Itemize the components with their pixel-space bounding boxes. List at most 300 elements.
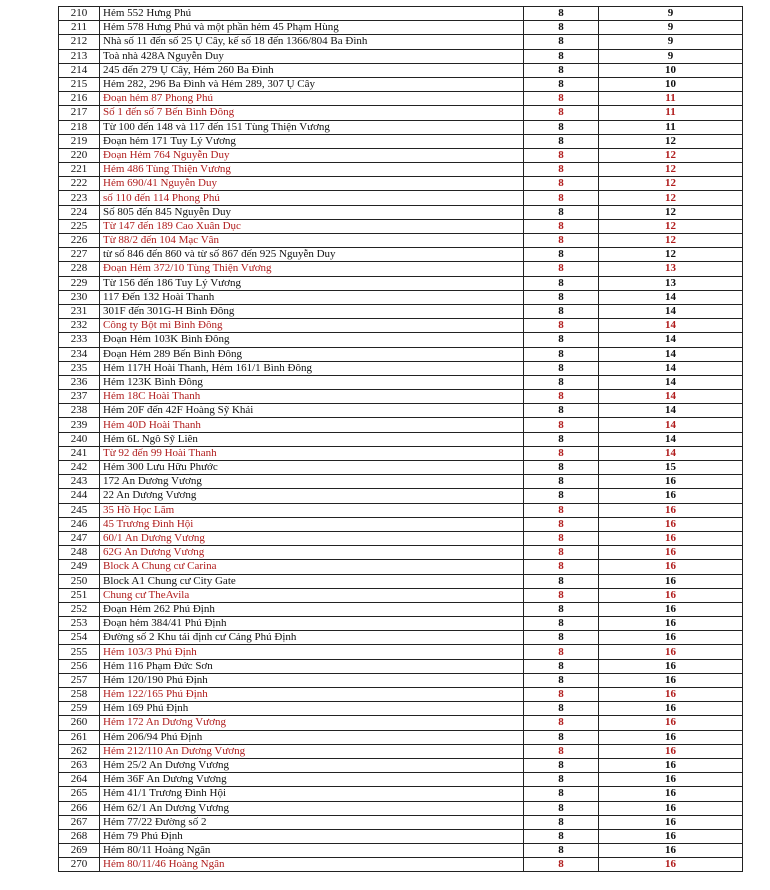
- table-row: [59, 688, 743, 702]
- column-a-cell: 8: [524, 77, 599, 91]
- row-number-cell: 227: [59, 248, 100, 262]
- column-a-cell: 8: [524, 120, 599, 134]
- row-number-cell: 264: [59, 773, 100, 787]
- column-b-cell: 16: [599, 489, 743, 503]
- table-row: [59, 744, 743, 758]
- row-number-cell: 238: [59, 404, 100, 418]
- row-number-cell: 247: [59, 531, 100, 545]
- column-b-cell: 16: [599, 716, 743, 730]
- table-row: [59, 645, 743, 659]
- table-row: [59, 234, 743, 248]
- table-row: [59, 659, 743, 673]
- row-number-cell: 242: [59, 461, 100, 475]
- table-row: [59, 716, 743, 730]
- location-cell: Số 1 đến số 7 Bến Bình Đông: [100, 106, 524, 120]
- row-number-cell: 225: [59, 219, 100, 233]
- location-cell: Công ty Bột mì Bình Đông: [100, 319, 524, 333]
- row-number-cell: 228: [59, 262, 100, 276]
- column-a-cell: 8: [524, 248, 599, 262]
- column-b-cell: 16: [599, 560, 743, 574]
- row-number-cell: 260: [59, 716, 100, 730]
- location-cell: 60/1 An Dương Vương: [100, 531, 524, 545]
- location-cell: Hẻm 40D Hoài Thanh: [100, 418, 524, 432]
- table-row: [59, 319, 743, 333]
- row-number-cell: 251: [59, 588, 100, 602]
- location-cell: Đoạn Hẻm 103K Bình Đông: [100, 333, 524, 347]
- location-cell: 35 Hồ Học Lãm: [100, 503, 524, 517]
- column-b-cell: 14: [599, 361, 743, 375]
- column-b-cell: 12: [599, 134, 743, 148]
- column-a-cell: 8: [524, 744, 599, 758]
- column-b-cell: 13: [599, 276, 743, 290]
- table-row: [59, 461, 743, 475]
- location-cell: Đoạn Hẻm 289 Bến Bình Đông: [100, 347, 524, 361]
- row-number-cell: 250: [59, 574, 100, 588]
- column-a-cell: 8: [524, 461, 599, 475]
- column-b-cell: 11: [599, 120, 743, 134]
- table-row: [59, 333, 743, 347]
- location-cell: Hẻm 552 Hưng Phú: [100, 7, 524, 21]
- column-b-cell: 16: [599, 702, 743, 716]
- column-a-cell: 8: [524, 503, 599, 517]
- column-b-cell: 16: [599, 546, 743, 560]
- column-b-cell: 16: [599, 758, 743, 772]
- row-number-cell: 243: [59, 475, 100, 489]
- location-cell: Nhà số 11 đến số 25 Ụ Cây, kế số 18 đến 1366/804 Ba Đình: [100, 35, 524, 49]
- column-a-cell: 8: [524, 773, 599, 787]
- location-cell: Block A Chung cư Carina: [100, 560, 524, 574]
- schedule-table: [58, 6, 743, 872]
- table-row: [59, 602, 743, 616]
- row-number-cell: 261: [59, 730, 100, 744]
- column-a-cell: 8: [524, 418, 599, 432]
- table-row: [59, 758, 743, 772]
- row-number-cell: 249: [59, 560, 100, 574]
- table-row: [59, 63, 743, 77]
- row-number-cell: 217: [59, 106, 100, 120]
- column-a-cell: 8: [524, 106, 599, 120]
- column-b-cell: 16: [599, 801, 743, 815]
- column-b-cell: 16: [599, 531, 743, 545]
- row-number-cell: 233: [59, 333, 100, 347]
- table-row: [59, 517, 743, 531]
- column-b-cell: 11: [599, 106, 743, 120]
- column-b-cell: 12: [599, 234, 743, 248]
- location-cell: Toà nhà 428A Nguyễn Duy: [100, 49, 524, 63]
- location-cell: Từ 92 đến 99 Hoài Thanh: [100, 446, 524, 460]
- column-a-cell: 8: [524, 333, 599, 347]
- row-number-cell: 270: [59, 858, 100, 872]
- column-b-cell: 14: [599, 319, 743, 333]
- table-row: [59, 7, 743, 21]
- row-number-cell: 267: [59, 815, 100, 829]
- table-row: [59, 829, 743, 843]
- column-a-cell: 8: [524, 659, 599, 673]
- table-row: [59, 815, 743, 829]
- location-cell: Hẻm 690/41 Nguyễn Duy: [100, 177, 524, 191]
- table-row: [59, 588, 743, 602]
- location-cell: Hẻm 25/2 An Dương Vương: [100, 758, 524, 772]
- column-b-cell: 10: [599, 77, 743, 91]
- row-number-cell: 241: [59, 446, 100, 460]
- location-cell: Từ 147 đến 189 Cao Xuân Dục: [100, 219, 524, 233]
- row-number-cell: 235: [59, 361, 100, 375]
- row-number-cell: 257: [59, 673, 100, 687]
- column-b-cell: 14: [599, 446, 743, 460]
- column-b-cell: 16: [599, 659, 743, 673]
- column-a-cell: 8: [524, 702, 599, 716]
- column-b-cell: 9: [599, 21, 743, 35]
- column-a-cell: 8: [524, 588, 599, 602]
- column-b-cell: 16: [599, 744, 743, 758]
- table-row: [59, 248, 743, 262]
- location-cell: Đoạn hẻm 384/41 Phú Định: [100, 617, 524, 631]
- row-number-cell: 258: [59, 688, 100, 702]
- column-a-cell: 8: [524, 63, 599, 77]
- column-b-cell: 16: [599, 730, 743, 744]
- location-cell: Đoạn hẻm 87 Phong Phú: [100, 92, 524, 106]
- location-cell: Số 805 đến 845 Nguyễn Duy: [100, 205, 524, 219]
- location-cell: Hẻm 116 Phạm Đức Sơn: [100, 659, 524, 673]
- table-row: [59, 177, 743, 191]
- row-number-cell: 236: [59, 375, 100, 389]
- location-cell: Hẻm 77/22 Đường số 2: [100, 815, 524, 829]
- location-cell: Đoạn Hẻm 262 Phú Định: [100, 602, 524, 616]
- column-a-cell: 8: [524, 191, 599, 205]
- row-number-cell: 246: [59, 517, 100, 531]
- column-b-cell: 16: [599, 858, 743, 872]
- column-b-cell: 16: [599, 829, 743, 843]
- table-row: [59, 77, 743, 91]
- column-b-cell: 14: [599, 290, 743, 304]
- row-number-cell: 215: [59, 77, 100, 91]
- location-cell: 245 đến 279 Ụ Cây, Hẻm 260 Ba Đình: [100, 63, 524, 77]
- row-number-cell: 232: [59, 319, 100, 333]
- table-row: [59, 673, 743, 687]
- column-a-cell: 8: [524, 546, 599, 560]
- location-cell: Hẻm 79 Phú Định: [100, 829, 524, 843]
- row-number-cell: 211: [59, 21, 100, 35]
- location-cell: Hẻm 62/1 An Dương Vương: [100, 801, 524, 815]
- column-a-cell: 8: [524, 531, 599, 545]
- column-a-cell: 8: [524, 347, 599, 361]
- column-a-cell: 8: [524, 234, 599, 248]
- column-a-cell: 8: [524, 304, 599, 318]
- column-a-cell: 8: [524, 475, 599, 489]
- column-b-cell: 14: [599, 404, 743, 418]
- column-a-cell: 8: [524, 219, 599, 233]
- column-b-cell: 9: [599, 49, 743, 63]
- column-a-cell: 8: [524, 730, 599, 744]
- column-a-cell: 8: [524, 290, 599, 304]
- table-row: [59, 404, 743, 418]
- column-a-cell: 8: [524, 163, 599, 177]
- column-a-cell: 8: [524, 801, 599, 815]
- location-cell: Từ 88/2 đến 104 Mạc Vân: [100, 234, 524, 248]
- table-row: [59, 489, 743, 503]
- location-cell: 117 Đến 132 Hoài Thanh: [100, 290, 524, 304]
- row-number-cell: 214: [59, 63, 100, 77]
- row-number-cell: 212: [59, 35, 100, 49]
- row-number-cell: 230: [59, 290, 100, 304]
- location-cell: Hẻm 169 Phú Định: [100, 702, 524, 716]
- table-row: [59, 49, 743, 63]
- column-b-cell: 16: [599, 673, 743, 687]
- column-a-cell: 8: [524, 631, 599, 645]
- column-a-cell: 8: [524, 205, 599, 219]
- row-number-cell: 234: [59, 347, 100, 361]
- column-a-cell: 8: [524, 645, 599, 659]
- row-number-cell: 245: [59, 503, 100, 517]
- column-a-cell: 8: [524, 35, 599, 49]
- table-row: [59, 92, 743, 106]
- column-a-cell: 8: [524, 404, 599, 418]
- table-row: [59, 375, 743, 389]
- table-row: [59, 631, 743, 645]
- table-row: [59, 276, 743, 290]
- column-b-cell: 14: [599, 333, 743, 347]
- table-row: [59, 120, 743, 134]
- column-b-cell: 16: [599, 631, 743, 645]
- location-cell: số 110 đến 114 Phong Phú: [100, 191, 524, 205]
- column-a-cell: 8: [524, 21, 599, 35]
- table-row: [59, 35, 743, 49]
- column-b-cell: 16: [599, 602, 743, 616]
- column-b-cell: 15: [599, 461, 743, 475]
- column-a-cell: 8: [524, 673, 599, 687]
- location-cell: Hẻm 103/3 Phú Định: [100, 645, 524, 659]
- table-row: [59, 730, 743, 744]
- location-cell: 62G An Dương Vương: [100, 546, 524, 560]
- column-a-cell: 8: [524, 602, 599, 616]
- table-row: [59, 531, 743, 545]
- table-row: [59, 262, 743, 276]
- location-cell: Đoạn Hẻm 372/10 Tùng Thiện Vương: [100, 262, 524, 276]
- row-number-cell: 224: [59, 205, 100, 219]
- column-a-cell: 8: [524, 617, 599, 631]
- column-a-cell: 8: [524, 489, 599, 503]
- column-a-cell: 8: [524, 390, 599, 404]
- column-b-cell: 14: [599, 418, 743, 432]
- table-row: [59, 290, 743, 304]
- column-a-cell: 8: [524, 758, 599, 772]
- row-number-cell: 244: [59, 489, 100, 503]
- row-number-cell: 213: [59, 49, 100, 63]
- row-number-cell: 254: [59, 631, 100, 645]
- column-b-cell: 14: [599, 347, 743, 361]
- table-row: [59, 702, 743, 716]
- location-cell: Đoạn Hẻm 764 Nguyễn Duy: [100, 148, 524, 162]
- column-b-cell: 16: [599, 517, 743, 531]
- column-a-cell: 8: [524, 49, 599, 63]
- row-number-cell: 248: [59, 546, 100, 560]
- column-b-cell: 12: [599, 148, 743, 162]
- column-b-cell: 13: [599, 262, 743, 276]
- row-number-cell: 229: [59, 276, 100, 290]
- row-number-cell: 216: [59, 92, 100, 106]
- column-a-cell: 8: [524, 688, 599, 702]
- location-cell: Hẻm 20F đến 42F Hoàng Sỹ Khải: [100, 404, 524, 418]
- location-cell: Hẻm 122/165 Phú Định: [100, 688, 524, 702]
- row-number-cell: 259: [59, 702, 100, 716]
- table-row: [59, 205, 743, 219]
- table-row: [59, 21, 743, 35]
- location-cell: Hẻm 206/94 Phú Định: [100, 730, 524, 744]
- row-number-cell: 226: [59, 234, 100, 248]
- table-row: [59, 191, 743, 205]
- row-number-cell: 253: [59, 617, 100, 631]
- location-cell: Hẻm 120/190 Phú Định: [100, 673, 524, 687]
- table-row: [59, 801, 743, 815]
- column-b-cell: 14: [599, 304, 743, 318]
- column-b-cell: 9: [599, 7, 743, 21]
- row-number-cell: 252: [59, 602, 100, 616]
- row-number-cell: 255: [59, 645, 100, 659]
- column-a-cell: 8: [524, 829, 599, 843]
- location-cell: Đường số 2 Khu tái định cư Cảng Phú Định: [100, 631, 524, 645]
- column-a-cell: 8: [524, 432, 599, 446]
- column-b-cell: 12: [599, 191, 743, 205]
- column-b-cell: 12: [599, 219, 743, 233]
- location-cell: Hẻm 80/11 Hoàng Ngân: [100, 844, 524, 858]
- row-number-cell: 223: [59, 191, 100, 205]
- location-cell: Hẻm 117H Hoài Thanh, Hẻm 161/1 Bình Đông: [100, 361, 524, 375]
- column-b-cell: 16: [599, 645, 743, 659]
- column-a-cell: 8: [524, 375, 599, 389]
- column-b-cell: 16: [599, 844, 743, 858]
- location-cell: 22 An Dương Vương: [100, 489, 524, 503]
- row-number-cell: 239: [59, 418, 100, 432]
- column-b-cell: 16: [599, 475, 743, 489]
- column-b-cell: 16: [599, 503, 743, 517]
- table-row: [59, 546, 743, 560]
- table-row: [59, 432, 743, 446]
- location-cell: Hẻm 6L Ngô Sỹ Liên: [100, 432, 524, 446]
- location-cell: Hẻm 36F An Dương Vương: [100, 773, 524, 787]
- table-row: [59, 858, 743, 872]
- row-number-cell: 220: [59, 148, 100, 162]
- table-row: [59, 134, 743, 148]
- column-b-cell: 16: [599, 574, 743, 588]
- column-a-cell: 8: [524, 787, 599, 801]
- location-cell: Hẻm 41/1 Trương Đình Hội: [100, 787, 524, 801]
- column-a-cell: 8: [524, 134, 599, 148]
- location-cell: 172 An Dương Vương: [100, 475, 524, 489]
- table-row: [59, 219, 743, 233]
- table-row: [59, 503, 743, 517]
- table-row: [59, 304, 743, 318]
- row-number-cell: 221: [59, 163, 100, 177]
- column-a-cell: 8: [524, 574, 599, 588]
- column-a-cell: 8: [524, 716, 599, 730]
- column-b-cell: 14: [599, 375, 743, 389]
- row-number-cell: 263: [59, 758, 100, 772]
- column-b-cell: 16: [599, 617, 743, 631]
- table-row: [59, 773, 743, 787]
- row-number-cell: 222: [59, 177, 100, 191]
- row-number-cell: 256: [59, 659, 100, 673]
- column-a-cell: 8: [524, 177, 599, 191]
- table-row: [59, 163, 743, 177]
- column-b-cell: 12: [599, 248, 743, 262]
- column-a-cell: 8: [524, 262, 599, 276]
- table-row: [59, 106, 743, 120]
- location-cell: Hẻm 172 An Dương Vương: [100, 716, 524, 730]
- row-number-cell: 266: [59, 801, 100, 815]
- location-cell: Chung cư TheAvila: [100, 588, 524, 602]
- table-row: [59, 418, 743, 432]
- column-a-cell: 8: [524, 319, 599, 333]
- column-a-cell: 8: [524, 276, 599, 290]
- location-cell: Hẻm 486 Tùng Thiện Vương: [100, 163, 524, 177]
- location-cell: Hẻm 80/11/46 Hoàng Ngân: [100, 858, 524, 872]
- row-number-cell: 268: [59, 829, 100, 843]
- column-b-cell: 16: [599, 815, 743, 829]
- table-row: [59, 148, 743, 162]
- table-row: [59, 560, 743, 574]
- column-a-cell: 8: [524, 7, 599, 21]
- location-cell: Hẻm 212/110 An Dương Vương: [100, 744, 524, 758]
- table-row: [59, 844, 743, 858]
- column-b-cell: 12: [599, 205, 743, 219]
- location-cell: Hẻm 300 Lưu Hữu Phước: [100, 461, 524, 475]
- column-b-cell: 16: [599, 787, 743, 801]
- column-b-cell: 11: [599, 92, 743, 106]
- column-b-cell: 16: [599, 588, 743, 602]
- column-b-cell: 12: [599, 163, 743, 177]
- row-number-cell: 269: [59, 844, 100, 858]
- column-b-cell: 10: [599, 63, 743, 77]
- table-row: [59, 361, 743, 375]
- row-number-cell: 218: [59, 120, 100, 134]
- location-cell: Hẻm 18C Hoài Thanh: [100, 390, 524, 404]
- location-cell: Từ 100 đến 148 và 117 đến 151 Tùng Thiện Vương: [100, 120, 524, 134]
- location-cell: Hẻm 282, 296 Ba Đình và Hẻm 289, 307 Ụ Cây: [100, 77, 524, 91]
- column-a-cell: 8: [524, 148, 599, 162]
- row-number-cell: 231: [59, 304, 100, 318]
- row-number-cell: 240: [59, 432, 100, 446]
- schedule-table-body: [59, 7, 743, 872]
- location-cell: Hẻm 123K Bình Đông: [100, 375, 524, 389]
- column-a-cell: 8: [524, 517, 599, 531]
- location-cell: Block A1 Chung cư City Gate: [100, 574, 524, 588]
- location-cell: từ số 846 đến 860 và từ số 867 đến 925 Nguyễn Duy: [100, 248, 524, 262]
- column-b-cell: 14: [599, 432, 743, 446]
- column-b-cell: 16: [599, 688, 743, 702]
- table-row: [59, 446, 743, 460]
- column-b-cell: 9: [599, 35, 743, 49]
- table-row: [59, 574, 743, 588]
- column-b-cell: 14: [599, 390, 743, 404]
- column-b-cell: 12: [599, 177, 743, 191]
- table-row: [59, 390, 743, 404]
- column-a-cell: 8: [524, 446, 599, 460]
- table-row: [59, 787, 743, 801]
- table-row: [59, 347, 743, 361]
- row-number-cell: 265: [59, 787, 100, 801]
- row-number-cell: 219: [59, 134, 100, 148]
- column-a-cell: 8: [524, 858, 599, 872]
- column-a-cell: 8: [524, 815, 599, 829]
- row-number-cell: 262: [59, 744, 100, 758]
- column-b-cell: 16: [599, 773, 743, 787]
- table-row: [59, 475, 743, 489]
- location-cell: 45 Trương Đình Hội: [100, 517, 524, 531]
- location-cell: Từ 156 đến 186 Tuy Lý Vương: [100, 276, 524, 290]
- column-a-cell: 8: [524, 560, 599, 574]
- row-number-cell: 237: [59, 390, 100, 404]
- table-row: [59, 617, 743, 631]
